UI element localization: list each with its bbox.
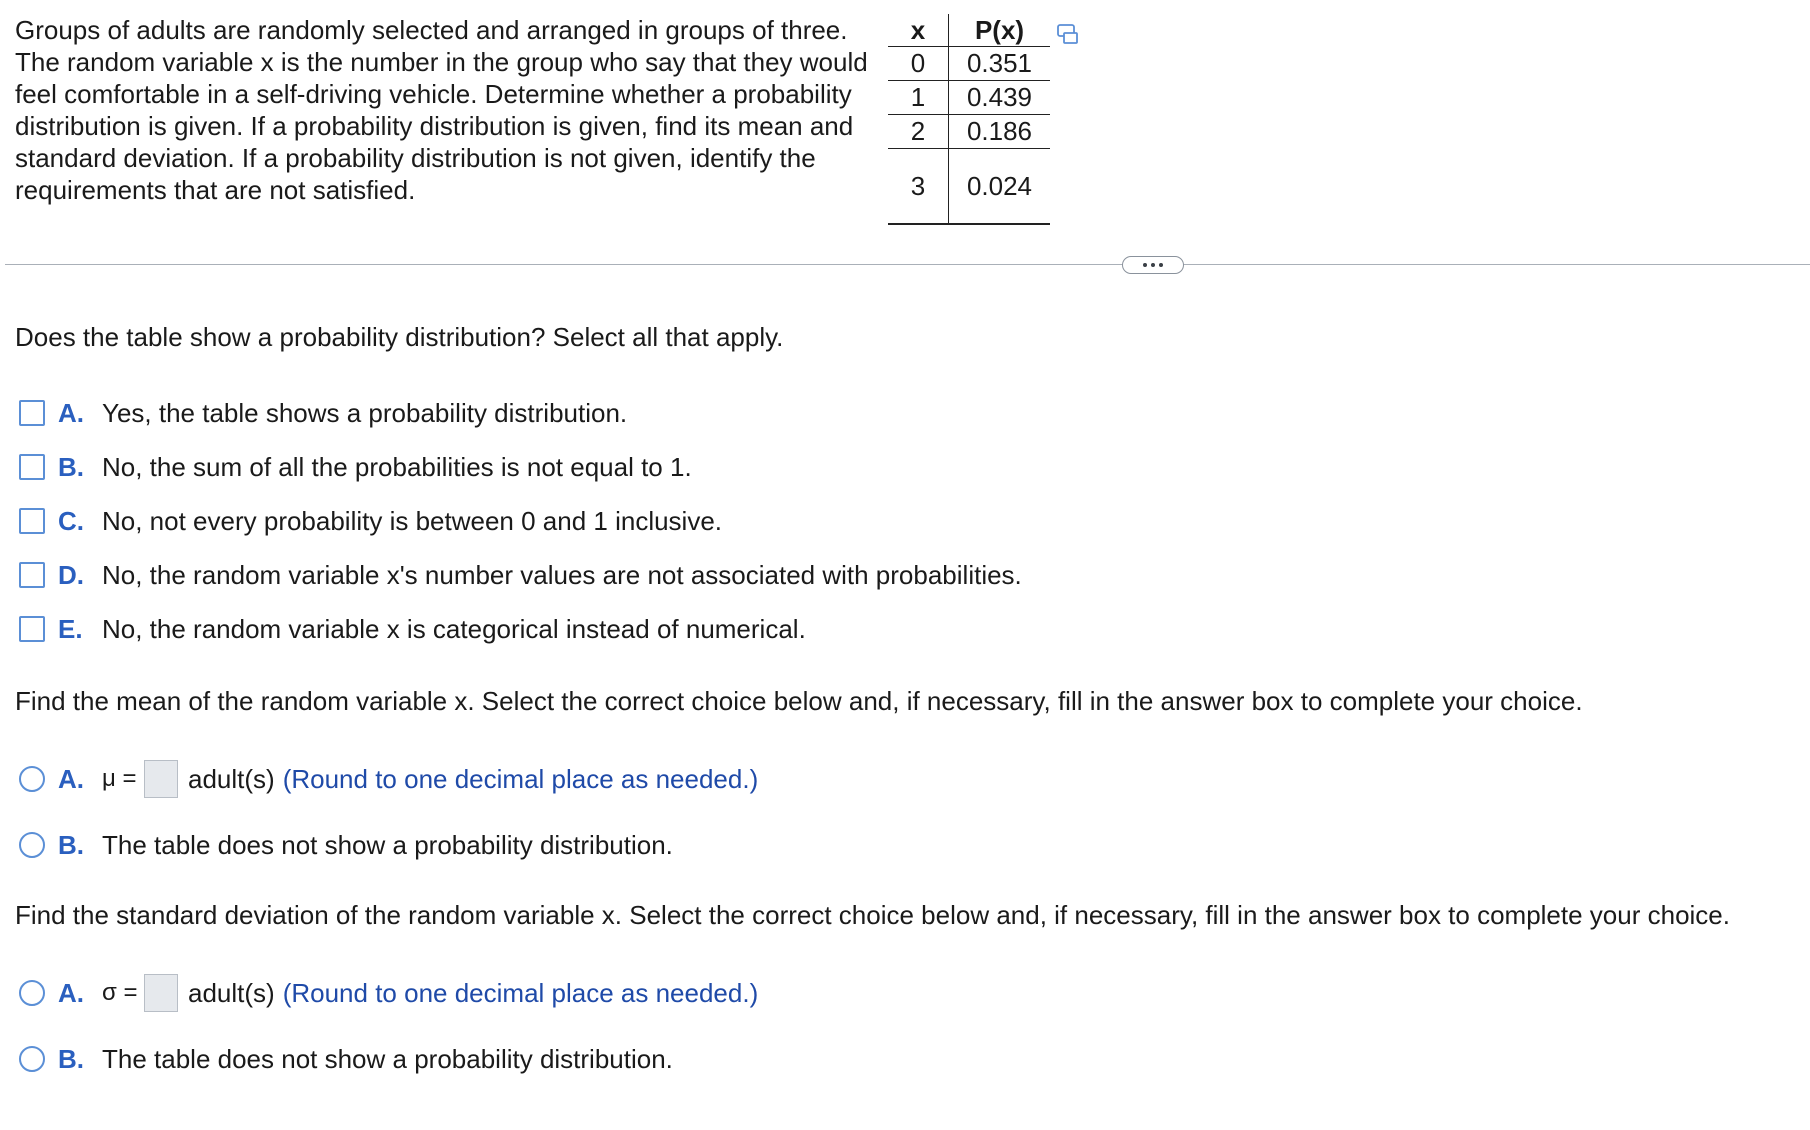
unit-label: adult(s)	[188, 977, 275, 1008]
option-text: No, the random variable x is categorical instead of numerical.	[102, 613, 806, 644]
q3-option-a-radio[interactable]	[19, 980, 45, 1006]
q1-option-a[interactable]	[19, 396, 627, 430]
q2-option-b-radio[interactable]	[19, 832, 45, 858]
option-letter: B.	[58, 451, 84, 482]
sigma-symbol: σ =	[102, 979, 138, 1006]
table-row	[888, 115, 1050, 149]
table-cell-p: 0.186	[949, 115, 1051, 149]
table-header-x: x	[888, 14, 949, 47]
option-letter: B.	[58, 1043, 84, 1074]
table-cell-p: 0.024	[949, 149, 1051, 225]
table-cell-x: 0	[888, 47, 949, 81]
question-3-prompt: Find the standard deviation of the random variable x. Select the correct choice below and, if necessary, fill in the answer box to complete your choice.	[15, 900, 1730, 930]
q1-option-c-checkbox[interactable]	[19, 508, 45, 534]
q3-option-b[interactable]	[19, 1042, 673, 1076]
q1-option-d-checkbox[interactable]	[19, 562, 45, 588]
q2-option-a[interactable]	[19, 762, 758, 796]
table-row	[888, 81, 1050, 115]
ellipsis-icon	[1143, 263, 1147, 267]
ellipsis-dot	[1159, 263, 1163, 267]
ellipsis-dot	[1151, 263, 1155, 267]
option-text: No, not every probability is between 0 and 1 inclusive.	[102, 505, 723, 536]
std-dev-answer-box[interactable]	[144, 974, 178, 1012]
table-row	[888, 149, 1050, 225]
q1-option-b[interactable]	[19, 450, 692, 484]
q3-option-b-radio[interactable]	[19, 1046, 45, 1072]
option-letter: C.	[58, 505, 84, 536]
table-header-row	[888, 14, 1050, 47]
option-letter: A.	[58, 977, 84, 1008]
table-cell-p: 0.351	[949, 47, 1051, 81]
question-2-prompt: Find the mean of the random variable x. Select the correct choice below and, if necessary, fill in the answer box to complete your choice.	[15, 686, 1583, 716]
mu-symbol: μ =	[102, 765, 137, 792]
table-row	[888, 47, 1050, 81]
option-text: Yes, the table shows a probability distribution.	[102, 397, 628, 428]
question-1-prompt: Does the table show a probability distribution? Select all that apply.	[15, 322, 784, 352]
mean-answer-box[interactable]	[144, 760, 178, 798]
q1-option-a-checkbox[interactable]	[19, 400, 45, 426]
table-cell-x: 1	[888, 81, 949, 115]
section-divider	[5, 264, 1810, 265]
option-letter: D.	[58, 559, 84, 590]
q1-option-b-checkbox[interactable]	[19, 454, 45, 480]
q2-option-a-radio[interactable]	[19, 766, 45, 792]
q2-option-b[interactable]	[19, 828, 673, 862]
table-cell-x: 3	[888, 149, 949, 225]
unit-label: adult(s)	[188, 763, 275, 794]
q1-option-e[interactable]	[19, 612, 806, 646]
rounding-note: (Round to one decimal place as needed.)	[282, 977, 759, 1008]
option-text: The table does not show a probability distribution.	[102, 829, 673, 860]
option-text: The table does not show a probability distribution.	[102, 1043, 673, 1074]
table-header-px: P(x)	[949, 14, 1051, 47]
option-letter: A.	[58, 397, 84, 428]
ellipsis-button[interactable]	[1122, 256, 1184, 274]
rounding-note: (Round to one decimal place as needed.)	[282, 763, 759, 794]
option-text: No, the sum of all the probabilities is not equal to 1.	[102, 451, 692, 482]
q1-option-e-checkbox[interactable]	[19, 616, 45, 642]
table-cell-x: 2	[888, 115, 949, 149]
q1-option-c[interactable]	[19, 504, 722, 538]
copy-icon[interactable]	[1056, 22, 1080, 46]
table-cell-p: 0.439	[949, 81, 1051, 115]
q3-option-a[interactable]	[19, 976, 758, 1010]
q1-option-d[interactable]	[19, 558, 1022, 592]
probability-table	[888, 14, 1050, 225]
problem-statement: Groups of adults are randomly selected and arranged in groups of three. The random variable x is the number in the group who say that they would feel comfortable in a self-driving vehicle. Determine whether a probability distribution is given. If a probability distribution is given, find its mean and standard deviation. If a probability distribution is not given, identify the requirements that are not satisfied.	[15, 15, 868, 205]
option-letter: E.	[58, 613, 83, 644]
option-text: No, the random variable x's number values are not associated with probabilities.	[102, 559, 1022, 590]
option-letter: B.	[58, 829, 84, 860]
option-letter: A.	[58, 763, 84, 794]
